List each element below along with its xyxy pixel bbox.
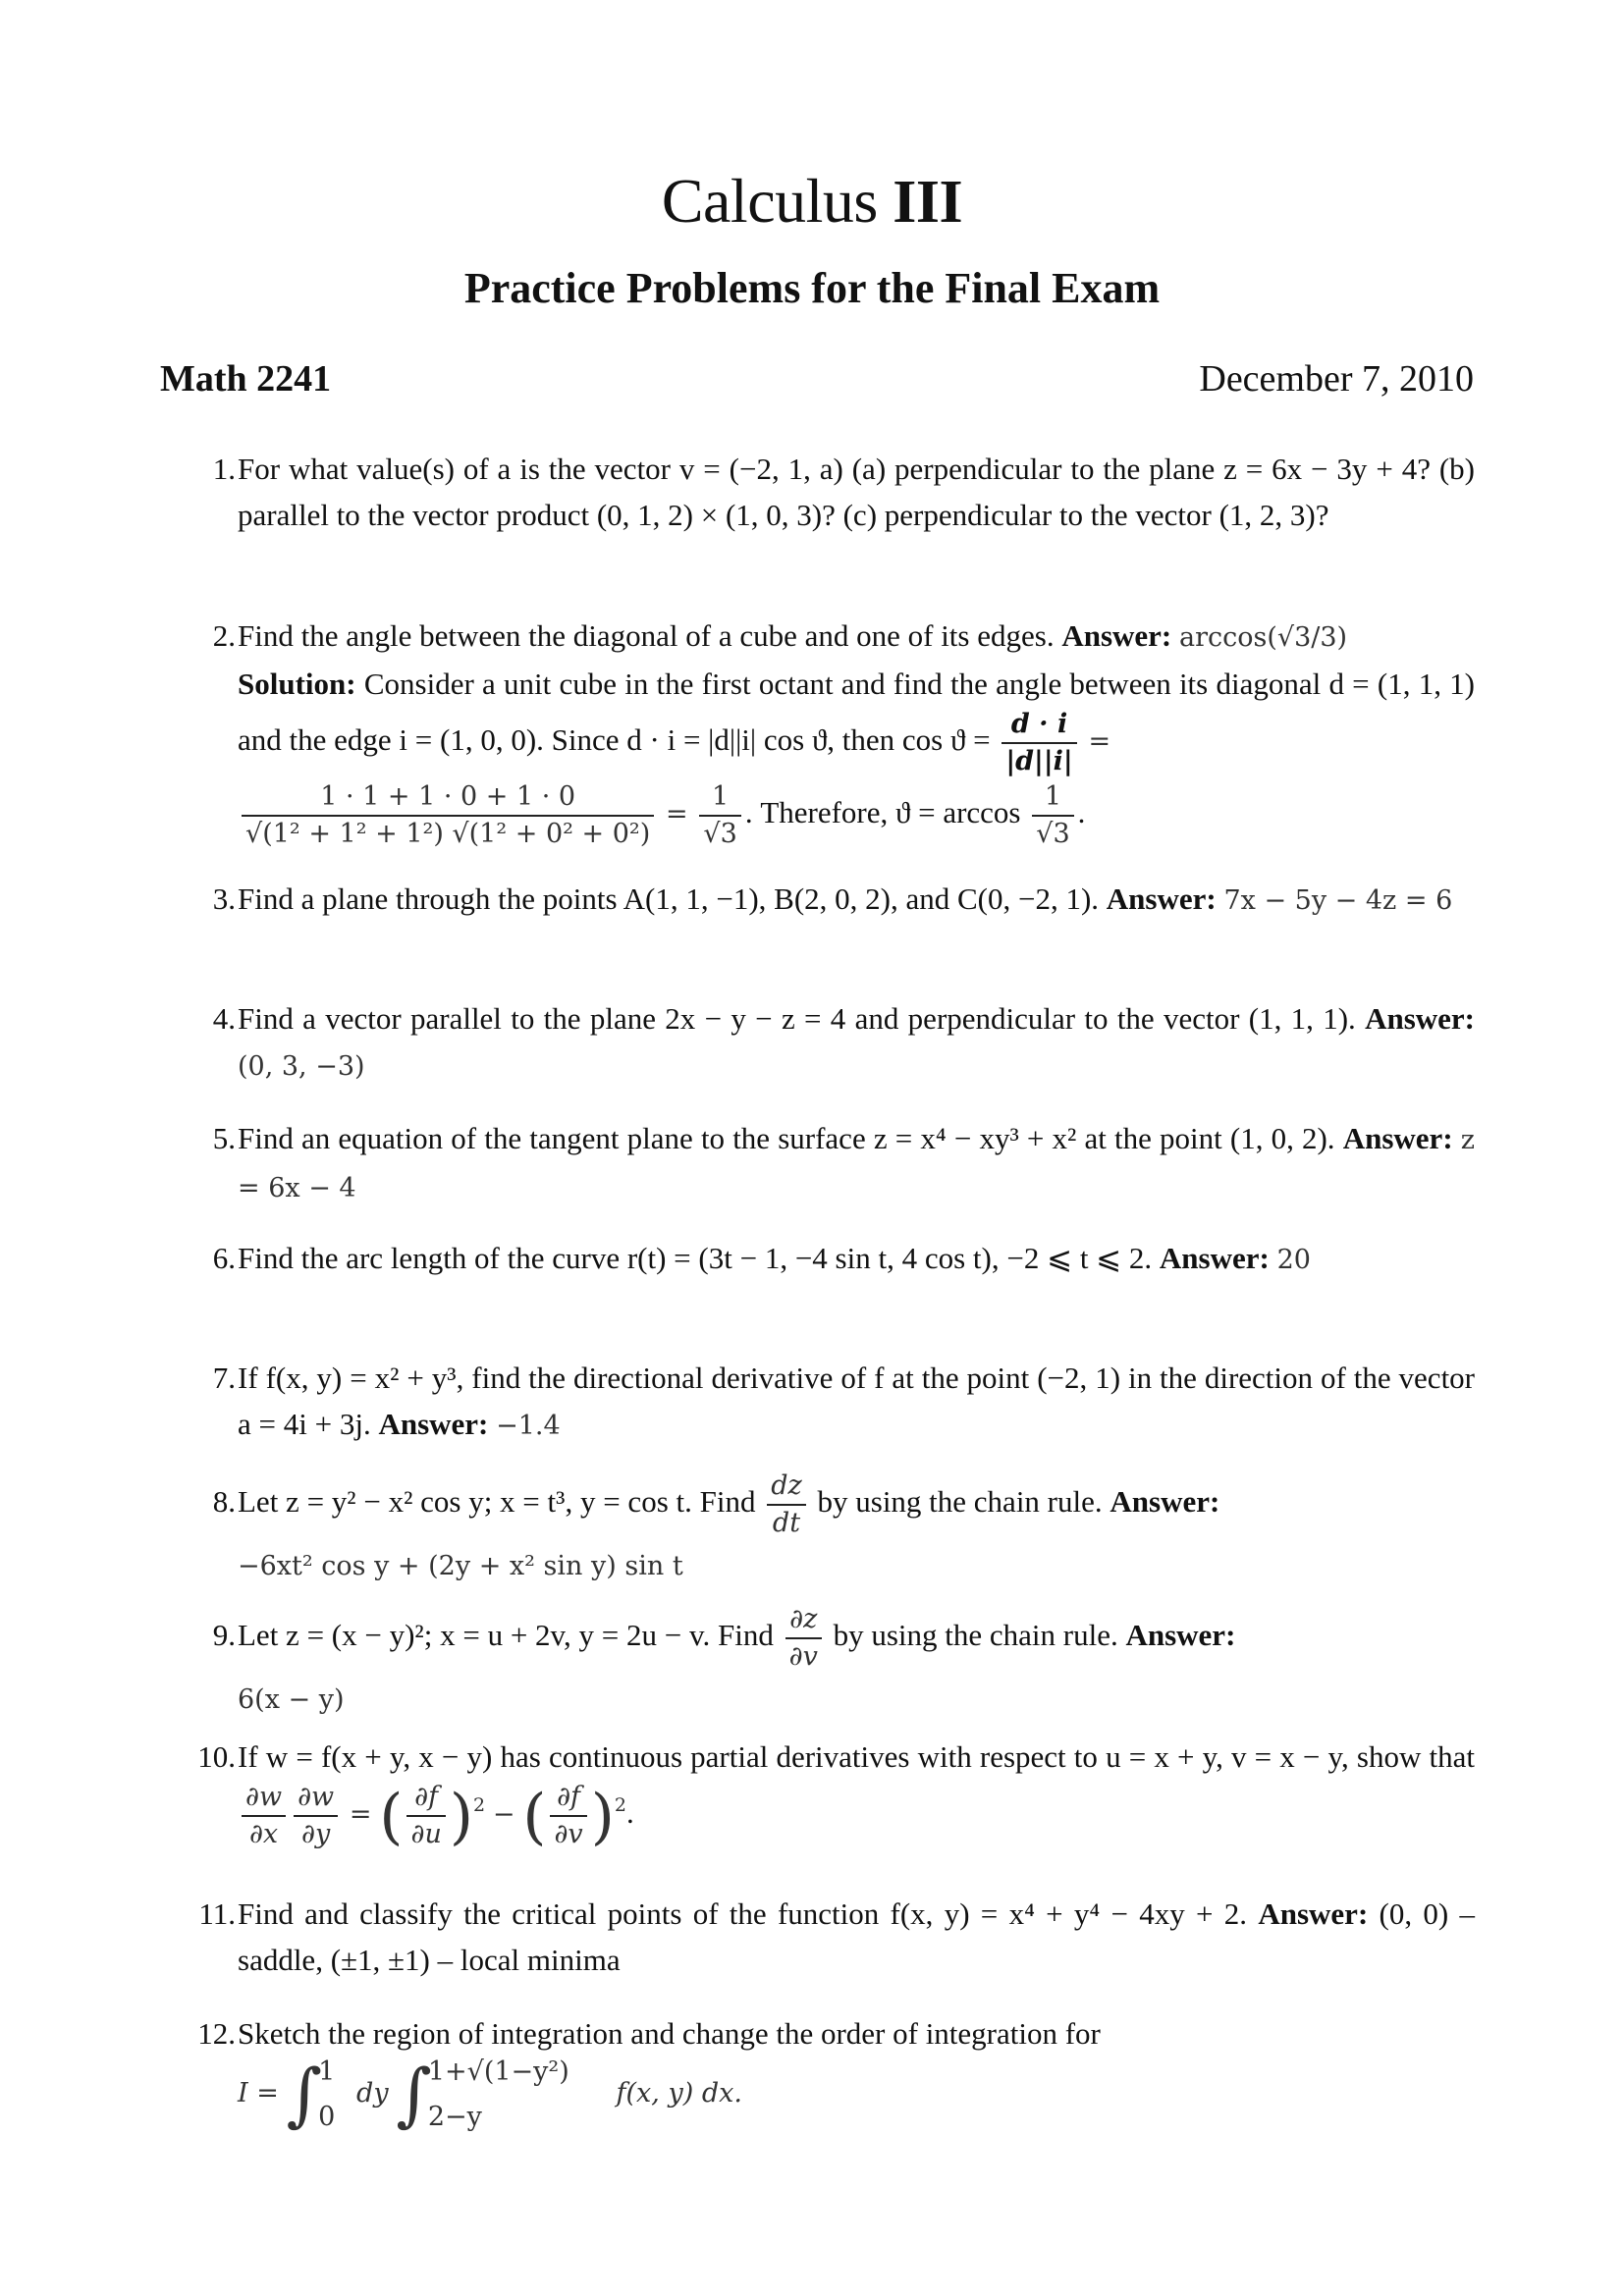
fraction: $\frac{\partial w}{\partial y}$ bbox=[294, 1780, 338, 1852]
integral-sign: ∫ bbox=[396, 2054, 432, 2135]
problem-7 bbox=[187, 1355, 1475, 1449]
answer-value: (0, 3, −3) bbox=[238, 1051, 365, 1082]
problem-3 bbox=[187, 876, 1475, 924]
problem-number: 9. bbox=[212, 1618, 236, 1652]
problem-text: If f(x, y) = x² + y³, find the directional derivative of f at the point (−2, 1) in the direction of the vector a = 4i + 3j. bbox=[238, 1361, 1475, 1441]
problem-number: 2. bbox=[212, 618, 236, 653]
problem-4 bbox=[187, 995, 1475, 1090]
fraction: $\frac{d \cdot i}{|d||i|}$ bbox=[1001, 707, 1076, 779]
answer-value: −1.4 bbox=[496, 1411, 561, 1441]
problem-text: Find and classify the critical points of the function f(x, y) = x⁴ + y⁴ − 4xy + 2. bbox=[238, 1896, 1248, 1931]
problem-2: 2. Find the angle between the diagonal of a cube and one of its edges. Answer: arccos(√3/3) Solution: Consider a unit cube in the first octant and find the angle between its diagonal d = (1, 1, 1) and the edge i = (1, 0, 0). Since d · i = |d||i| cos ϑ, then cos ϑ = $\frac{d \cdot i}{|d||i|}$ = $\frac{1 \cdot 1 + 1 \cdot 0 + 1 \cdot 0}{\text{√(1² + 1² + 1²) √(1² + 0² + 0²)}}$ = $\frac{1}{√3}$ . Therefore, ϑ = arccos $\frac{1}{√3}$ . bbox=[187, 613, 1475, 852]
answer-value: 20 bbox=[1276, 1245, 1311, 1275]
problem-text: Let z = (x − y)²; x = u + 2v, y = 2u − v. Find bbox=[238, 1618, 774, 1653]
answer-value: (0, 0) – saddle, (±1, ±1) – local minima bbox=[238, 1896, 1476, 1977]
problem-10: 10. If w = f(x + y, x − y) has continuous partial derivatives with respect to u = x + y, v = x − y, show that $\frac{\partial w}{\partial x}$ $\frac{\partial w}{\partial y}$ = ( $\frac{\partial f}{\partial u}$ )$^2$ − ( $\frac{\partial f}{\partial v}$ )$^2$. bbox=[187, 1734, 1475, 1852]
title-main: Calculus bbox=[661, 166, 878, 236]
problem-5 bbox=[187, 1115, 1475, 1211]
problem-8: 8. Let z = y² − x² cos y; x = t³, y = cos t. Find $\frac{dz}{dt}$ by using the chain rule. Answer: −6xt² cos y + (2y + x² sin y) sin t bbox=[187, 1468, 1475, 1589]
integral-limits: 1 0 bbox=[318, 2056, 336, 2132]
problem-text: Find the angle between the diagonal of a cube and one of its edges. bbox=[238, 618, 1055, 653]
problem-1 bbox=[187, 446, 1475, 538]
fraction: $\frac{\partial z}{\partial v}$ bbox=[785, 1602, 822, 1675]
course-code: Math 2241 bbox=[160, 358, 332, 400]
solution-conclusion: Therefore, ϑ = arccos bbox=[760, 795, 1021, 830]
fraction: $\frac{\partial f}{\partial v}$ bbox=[550, 1780, 586, 1852]
problem-text: Let z = y² − x² cos y; x = t³, y = cos t. Find bbox=[238, 1484, 756, 1520]
answer-label: Answer: bbox=[1365, 1001, 1475, 1036]
problem-text: For what value(s) of a is the vector v = (−2, 1, a) (a) perpendicular to the plane z = 6x − 3y + 4? (b) parallel to the vector product (0, 1, 2) × (1, 0, 3)? (c) perpendicular to the vector (1, 2, 3)? bbox=[238, 452, 1475, 532]
problem-6 bbox=[187, 1235, 1475, 1283]
fraction: $\frac{1}{√3}$ bbox=[699, 779, 740, 852]
answer-label: Answer: bbox=[1110, 1484, 1220, 1520]
answer-label: Answer: bbox=[1159, 1241, 1270, 1275]
problem-number: 7. bbox=[212, 1361, 236, 1395]
problem-number: 5. bbox=[212, 1121, 236, 1155]
problem-text: Sketch the region of integration and change the order of integration for bbox=[238, 2016, 1101, 2051]
document-title bbox=[0, 165, 1624, 238]
problem-number: 1. bbox=[212, 452, 236, 486]
problem-number: 8. bbox=[212, 1484, 236, 1519]
fraction: $\frac{1}{√3}$ bbox=[1032, 779, 1073, 852]
problem-text: Find a vector parallel to the plane 2x − y − z = 4 and perpendicular to the vector (1, 1, 1). bbox=[238, 1001, 1356, 1036]
problem-number: 3. bbox=[212, 881, 236, 916]
solution-intro: Consider a unit cube in the first octant and find the angle between its diagonal d = (1, 1, 1) and the edge i = (1, 0, 0). Since d · i = |d||i| cos ϑ, then cos ϑ = bbox=[238, 667, 1475, 758]
problem-number: 10. bbox=[197, 1739, 236, 1774]
answer-value: 6(x − y) bbox=[238, 1684, 345, 1715]
answer-value: 7x − 5y − 4z = 6 bbox=[1223, 885, 1453, 916]
answer-label: Answer: bbox=[1061, 618, 1172, 653]
problem-number: 4. bbox=[212, 1001, 236, 1036]
answer-value: arccos(√3/3) bbox=[1179, 622, 1348, 653]
problem-12 bbox=[187, 2010, 1475, 2135]
answer-value: z = 6x − 4 bbox=[238, 1125, 1476, 1203]
title-numeral: III bbox=[893, 169, 963, 236]
problem-number: 6. bbox=[212, 1241, 236, 1275]
problem-number: 12. bbox=[197, 2016, 236, 2051]
answer-label: Answer: bbox=[378, 1407, 489, 1441]
problem-number: 11. bbox=[198, 1896, 236, 1931]
answer-value: −6xt² cos y + (2y + x² sin y) sin t bbox=[238, 1551, 683, 1581]
answer-label: Answer: bbox=[1342, 1121, 1453, 1155]
problem-text: If w = f(x + y, x − y) has continuous partial derivatives with respect to u = x + y, v = x − y, show that bbox=[238, 1739, 1475, 1774]
integral-expression: I = ∫ 1 0 dy ∫ 1+√(1−y²) 2−y f(x, y) dx. bbox=[238, 2054, 742, 2135]
answer-label: Answer: bbox=[1125, 1618, 1236, 1653]
integral-limits: 1+√(1−y²) 2−y bbox=[427, 2056, 569, 2132]
exam-date: December 7, 2010 bbox=[1199, 358, 1474, 400]
solution-label: Solution: bbox=[238, 667, 356, 701]
fraction: $\frac{1 \cdot 1 + 1 \cdot 0 + 1 \cdot 0}{\text{√(1² + 1² + 1²) √(1² + 0² + 0²)}}$ bbox=[242, 779, 654, 852]
problem-9: 9. Let z = (x − y)²; x = u + 2v, y = 2u − v. Find $\frac{\partial z}{\partial v}$ by using the chain rule. Answer: 6(x − y) bbox=[187, 1602, 1475, 1723]
problem-text: Find an equation of the tangent plane to the surface z = x⁴ − xy³ + x² at the point (1, 0, 2). bbox=[238, 1121, 1335, 1155]
integral-sign: ∫ bbox=[286, 2054, 323, 2135]
problem-11 bbox=[187, 1891, 1475, 1983]
fraction: $\frac{\partial f}{\partial u}$ bbox=[406, 1780, 445, 1852]
document-subtitle: Practice Problems for the Final Exam bbox=[463, 264, 1161, 312]
problem-text: Find a plane through the points A(1, 1, −1), B(2, 0, 2), and C(0, −2, 1). bbox=[238, 881, 1100, 916]
fraction: $\frac{\partial w}{\partial x}$ bbox=[242, 1780, 286, 1852]
answer-label: Answer: bbox=[1258, 1896, 1369, 1931]
answer-label: Answer: bbox=[1106, 881, 1217, 916]
problem-text: Find the arc length of the curve r(t) = (3t − 1, −4 sin t, 4 cos t), −2 ⩽ t ⩽ 2. bbox=[238, 1241, 1153, 1275]
fraction: $\frac{dz}{dt}$ bbox=[767, 1468, 806, 1541]
